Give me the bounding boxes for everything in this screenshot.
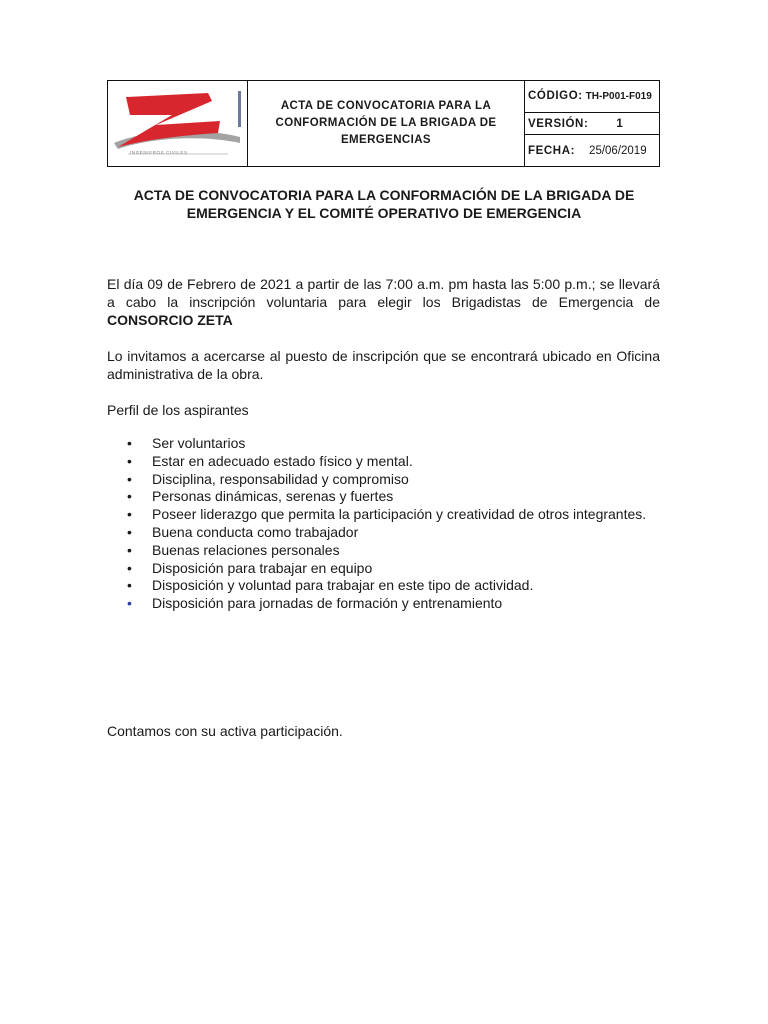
profile-heading: Perfil de los aspirantes	[107, 402, 249, 418]
list-item	[107, 560, 660, 578]
bullet-icon: •	[127, 435, 132, 451]
version-row	[525, 112, 659, 135]
bullet-icon: •	[127, 506, 132, 523]
list-item	[107, 506, 660, 524]
header-meta	[525, 81, 659, 166]
document-title	[100, 186, 668, 222]
list-item-text: Estar en adecuado estado físico y mental.	[152, 452, 413, 469]
bullet-icon: •	[127, 523, 132, 540]
company-logo	[108, 81, 248, 166]
list-item	[107, 524, 660, 542]
bullet-icon: •	[127, 470, 132, 487]
list-item	[107, 453, 660, 471]
code-label: CÓDIGO:	[528, 90, 583, 103]
company-name: CONSORCIO ZETA	[107, 312, 233, 328]
list-item-text: Buenas relaciones personales	[152, 541, 340, 558]
list-item	[107, 435, 660, 453]
list-item	[107, 471, 660, 489]
intro-text: El día 09 de Febrero de 2021 a partir de las 7:00 a.m. pm hasta las 5:00 p.m.; se llevará a cabo la inscripción voluntaria para elegir los Brigadistas de Emergencia de	[107, 276, 660, 310]
invitation-paragraph: Lo invitamos a acercarse al puesto de inscripción que se encontrará ubicado en Oficina administrativa de la obra.	[107, 348, 660, 382]
list-item-text: Buena conducta como trabajador	[152, 523, 359, 540]
list-item-text: Poseer liderazgo que permita la participación y creatividad de otros integrantes.	[152, 506, 647, 523]
header-table	[107, 80, 660, 167]
list-item	[107, 488, 660, 506]
date-value: 25/06/2019	[589, 144, 647, 157]
list-item	[107, 595, 660, 613]
bullet-icon: •	[127, 488, 132, 505]
intro-paragraph	[107, 275, 660, 329]
version-label: VERSIÓN:	[528, 117, 589, 130]
list-item-text: Disciplina, responsabilidad y compromiso	[152, 470, 409, 487]
date-row	[525, 134, 659, 166]
list-item-text: Disposición para jornadas de formación y entrenamiento	[152, 595, 503, 612]
bullet-icon: •	[127, 559, 132, 576]
bullet-icon: •	[127, 577, 132, 594]
list-item-text: Ser voluntarios	[152, 435, 246, 451]
document-title-line-1: ACTA DE CONVOCATORIA PARA LA CONFORMACIÓN DE LA BRIGADA DE	[133, 187, 635, 203]
list-item-text: Disposición y voluntad para trabajar en este tipo de actividad.	[152, 577, 534, 594]
code-row	[525, 81, 659, 112]
date-label: FECHA:	[528, 144, 576, 157]
list-item-text: Disposición para trabajar en equipo	[152, 559, 373, 576]
code-value: TH-P001-F019	[585, 90, 652, 102]
requirements-list	[107, 435, 660, 613]
list-item	[107, 577, 660, 595]
bullet-icon: •	[127, 452, 132, 469]
list-item-text: Personas dinámicas, serenas y fuertes	[152, 488, 394, 505]
bullet-icon: •	[127, 541, 132, 558]
document-title-line-2: EMERGENCIA Y EL COMITÉ OPERATIVO DE EMERGENCIA	[186, 205, 582, 221]
header-title: ACTA DE CONVOCATORIA PARA LA CONFORMACIÓN DE LA BRIGADA DE EMERGENCIAS	[248, 81, 525, 166]
list-item	[107, 542, 660, 560]
version-value: 1	[616, 117, 623, 130]
bullet-icon: •	[127, 595, 132, 612]
closing-text: Contamos con su activa participación.	[107, 723, 343, 739]
logo-tagline: INGENIEROS CIVILES	[130, 150, 188, 155]
